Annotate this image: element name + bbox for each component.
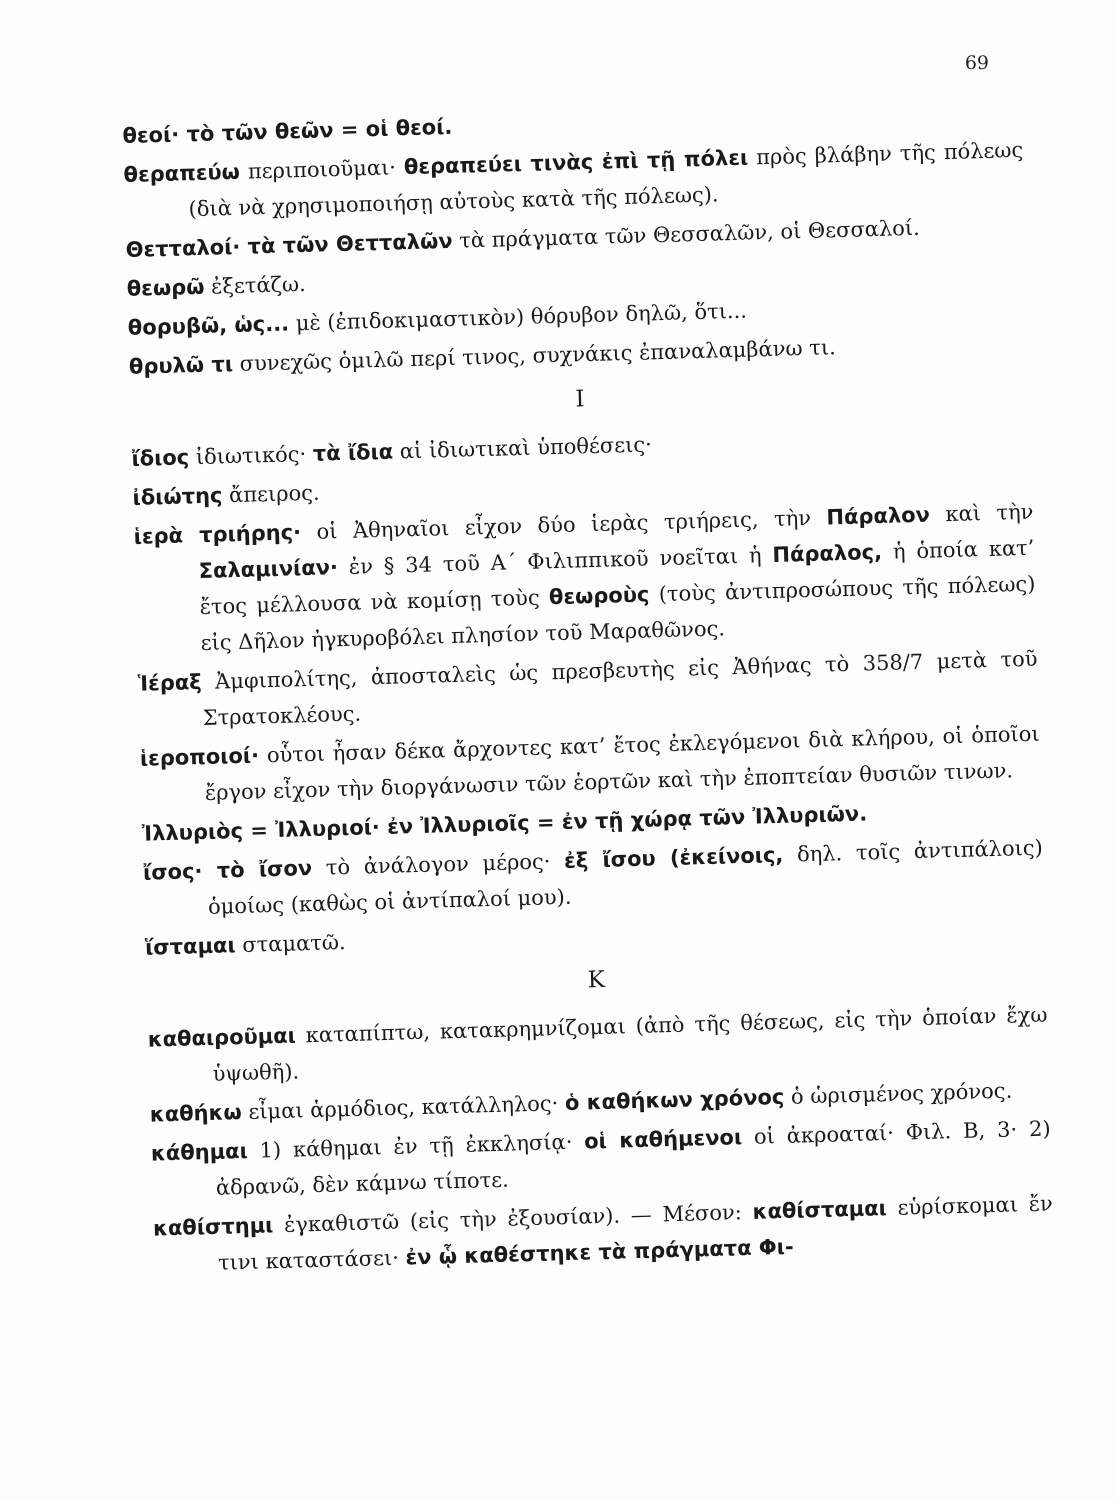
definition-text: ἐν § 34 τοῦ Α΄ Φιλιππικοῦ νοεῖται ἡ — [337, 543, 773, 580]
headword: Σαλαμινίαν· — [198, 555, 339, 584]
headword: ἐξ ἴσου (ἐκείνοις, — [563, 842, 784, 873]
definition-text: (τοὺς ἀντιπροσώπους τῆς πόλεως) εἰς Δῆλον ἠγκυροβόλει πλησίον τοῦ Μαραθῶνος. — [200, 571, 1036, 656]
definition-text: Ἀμφιπολίτης, ἀποσταλεὶς ὡς πρεσβευτὴς εἰς Ἀθήνας τὸ 358/7 μετὰ τοῦ Στρατοκλέους. — [201, 646, 1038, 730]
headword: Πάραλος, — [772, 539, 883, 568]
headword: ἱερὰ τριήρης· — [133, 520, 302, 549]
definition-text: ἐξετάζω. — [204, 271, 307, 299]
definition-text: πρὸς βλάβην τῆς πόλεως (διὰ νὰ χρησιμοποιήσῃ αὐτοὺς κατὰ τῆς πόλεως). — [188, 137, 1024, 222]
definition-text: οὗτοι ἦσαν δέκα ἄρχοντες κατ’ ἔτος ἐκλεγόμενοι διὰ κλήρου, οἱ ὁποῖοι ἔργον εἶχον τὴν διοργάνωσιν τῶν ἑορτῶν καὶ τὴν ἐποπτείαν θυσιῶν τινων. — [204, 721, 1040, 805]
headword: θρυλῶ τι — [128, 352, 234, 379]
definition-text: καταπίπτω, κατακρημνίζομαι (ἀπὸ τῆς θέσεως, εἰς τὴν ὁποίαν ἔχω ὑψωθῆ). — [212, 1002, 1048, 1086]
definition-text: καὶ τὴν — [929, 499, 1034, 527]
headword: Πάραλον — [826, 502, 931, 530]
definition-text: οἱ Ἀθηναῖοι εἶχον δύο ἱερὰς τριήρεις, τὴν — [300, 505, 827, 545]
headword: Ἱέραξ — [137, 670, 202, 696]
definition-text: τὸ ἀνάλογον μέρος· — [311, 848, 565, 880]
section-letter-heading: K — [587, 966, 606, 994]
page-number: 69 — [964, 52, 989, 74]
headword: θορυβῶ, ὡς... — [127, 311, 290, 340]
glossary-text — [122, 93, 1054, 1286]
headword: κάθημαι — [150, 1138, 249, 1166]
definition-text: αἱ ἰδιωτικαὶ ὑποθέσεις· — [392, 432, 653, 464]
headword: Ἰλλυριὸς = Ἰλλυριοί· ἐν Ἰλλυριοῖς = ἐν τῇ χώρᾳ τῶν Ἰλλυριῶν. — [141, 801, 868, 846]
headword: ὁ καθήκων χρόνος — [564, 1084, 785, 1116]
headword: καθαιροῦμαι — [147, 1023, 297, 1052]
headword: οἱ καθήμενοι — [583, 1125, 743, 1154]
definition-text: συνεχῶς ὁμιλῶ περί τινος, συχνάκις ἐπαναλαμβάνω τι. — [232, 335, 837, 376]
glossary-entry — [133, 494, 1037, 663]
headword: θεοί· τὸ τῶν θεῶν = οἱ θεοί. — [122, 114, 453, 148]
headword: θεραπεύω — [123, 159, 241, 187]
headword: ἐν ᾧ καθέστηκε τὰ πράγματα Φι- — [405, 1234, 794, 1270]
definition-text: ἐγκαθιστῶ (εἰς τὴν ἐξουσίαν). — Μέσον: — [272, 1199, 753, 1238]
headword: θεωρῶ — [126, 274, 205, 301]
headword: θεραπεύει τινὰς ἐπὶ τῇ πόλει — [403, 145, 749, 180]
headword: ἵσταμαι — [144, 933, 236, 960]
definition-text: ἡ ὁποία κατ’ ἔτος μέλλουσα νὰ κομίσῃ τοὺς — [199, 535, 1035, 620]
definition-text: ὁ ὡρισμένος χρόνος. — [783, 1078, 1013, 1109]
headword: ἴδιος — [131, 445, 190, 471]
definition-text: δηλ. τοῖς ἀντιπάλοις) ὁμοίως (καθὼς οἱ ἀντίπαλοί μου). — [207, 835, 1044, 919]
definition-text: μὲ (ἐπιδοκιμαστικὸν) θόρυβον δηλῶ, ὅτι... — [288, 298, 748, 336]
definition-text: τὰ πράγματα τῶν Θεσσαλῶν, οἱ Θεσσαλοί. — [452, 215, 921, 253]
headword: καθίσταμαι — [752, 1196, 888, 1224]
definition-text: ἰδιωτικός· — [188, 441, 314, 470]
headword: Θετταλοί· τὰ τῶν Θετταλῶν — [125, 228, 453, 262]
headword: ἱεροποιοί· — [139, 743, 260, 771]
headword: ἴσος· τὸ ἴσον — [142, 855, 313, 885]
definition-text: οἱ ἀκροαταί· Φιλ. Β, 3· 2) ἀδρανῶ, δὲν κάμνω τίποτε. — [215, 1116, 1051, 1200]
headword: ἰδιώτης — [132, 483, 223, 510]
headword: τὰ ἴδια — [312, 439, 394, 466]
definition-text: εἶμαι ἁρμόδιος, κατάλληλος· — [241, 1091, 566, 1125]
definition-text: σταματῶ. — [235, 930, 346, 958]
definition-text: περιποιοῦμαι· — [239, 155, 405, 184]
definition-text: εὑρίσκομαι ἔν τινι καταστάσει· — [217, 1191, 1054, 1275]
definition-text: ἄπειρος. — [222, 480, 320, 508]
definition-text: 1) κάθημαι ἐν τῇ ἐκκλησίᾳ· — [247, 1129, 585, 1163]
section-letter-heading: I — [575, 386, 585, 413]
headword: θεωροὺς — [548, 582, 650, 610]
headword: καθίστημι — [152, 1213, 274, 1241]
headword: καθήκω — [149, 1100, 243, 1127]
